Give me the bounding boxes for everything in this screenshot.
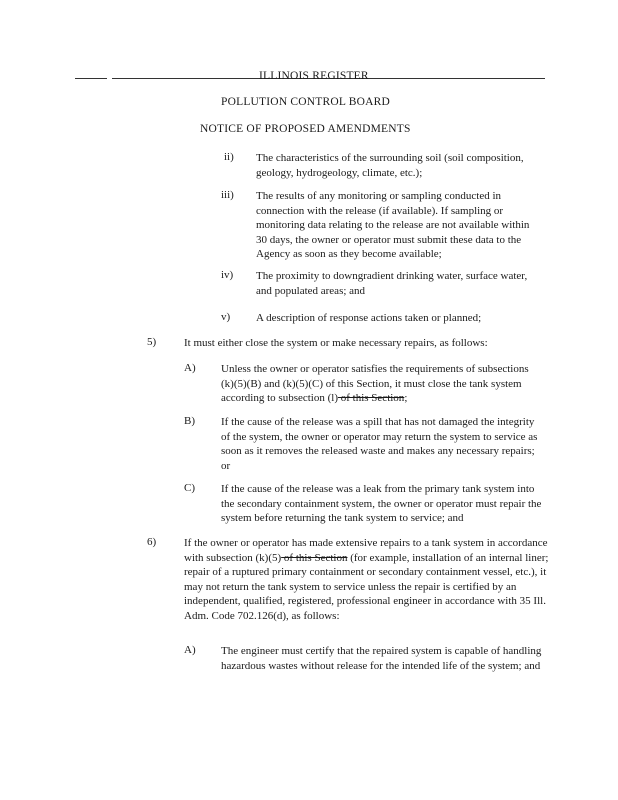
item-text-6-main: If the owner or operator has made extensive repairs to a tank system in accordance with subsection (k)(5) bbox=[184, 537, 548, 564]
item-text-v: A description of response actions taken or planned; bbox=[256, 312, 482, 324]
item-label-5: 5) bbox=[147, 336, 157, 348]
item-label-ii: ii) bbox=[224, 151, 234, 163]
item-text-c: If the cause of the release was a leak from the primary tank system into the secondary containment system, the owner or operator must repair the system before returning the tank system to service; and bbox=[221, 483, 542, 524]
item-text-5a-main: Unless the owner or operator satisfies the requirements of subsections (k)(5)(B) and (k)(5)(C) of this Section, it must close the tank system according to subsection (l) bbox=[221, 363, 529, 404]
item-label-6: 6) bbox=[147, 536, 157, 548]
item-label-6a: A) bbox=[184, 644, 196, 656]
item-label-5a: A) bbox=[184, 362, 196, 374]
item-text-6a: The engineer must certify that the repaired system is capable of handling hazardous wastes without release for the intended life of the system; and bbox=[221, 645, 542, 672]
item-text-6 bbox=[184, 536, 549, 623]
notice-title: NOTICE OF PROPOSED AMENDMENTS bbox=[200, 123, 411, 135]
item-text-b: If the cause of the release was a spill that has not damaged the integrity of the system, the owner or operator may return the system to service as soon as it removes the released waste and makes any necessary repairs; or bbox=[221, 416, 538, 472]
item-text-ii: The characteristics of the surrounding soil (soil composition, geology, hydrogeology, climate, etc.); bbox=[256, 152, 524, 179]
item-label-b: B) bbox=[184, 415, 195, 427]
item-text-5a-end: ; bbox=[404, 392, 408, 404]
item-label-iv: iv) bbox=[221, 269, 234, 281]
item-text-5: It must either close the system or make necessary repairs, as follows: bbox=[184, 337, 488, 349]
item-label-c: C) bbox=[184, 482, 195, 494]
item-label-iii: iii) bbox=[221, 189, 234, 201]
header-rule-left-stub bbox=[75, 78, 107, 79]
item-label-v: v) bbox=[221, 311, 231, 323]
deleted-text: of this Section bbox=[338, 392, 405, 404]
deleted-text: of this Section bbox=[281, 551, 348, 564]
register-title: ILLINOIS REGISTER bbox=[259, 70, 369, 82]
board-title: POLLUTION CONTROL BOARD bbox=[221, 96, 391, 108]
item-text-iv: The proximity to downgradient drinking water, surface water, and populated areas; and bbox=[256, 270, 528, 297]
item-text-5a bbox=[221, 362, 541, 406]
item-text-iii: The results of any monitoring or sampling conducted in connection with the release (if available). If sampling or monitoring data relating to the release are not available within 30 days, the owner or operator must submit these data to the Agency as soon as they become available; bbox=[256, 190, 530, 260]
item-text-6-rest: (for example, installation of an internal liner; repair of a ruptured primary containment or secondary containment vessel, etc.), it may not return the tank system to service unless the repair is certified by an independent, qualified, registered, professional engineer in accordance with 35 Ill. Adm. Code 702.126(d), as follows: bbox=[184, 551, 549, 622]
